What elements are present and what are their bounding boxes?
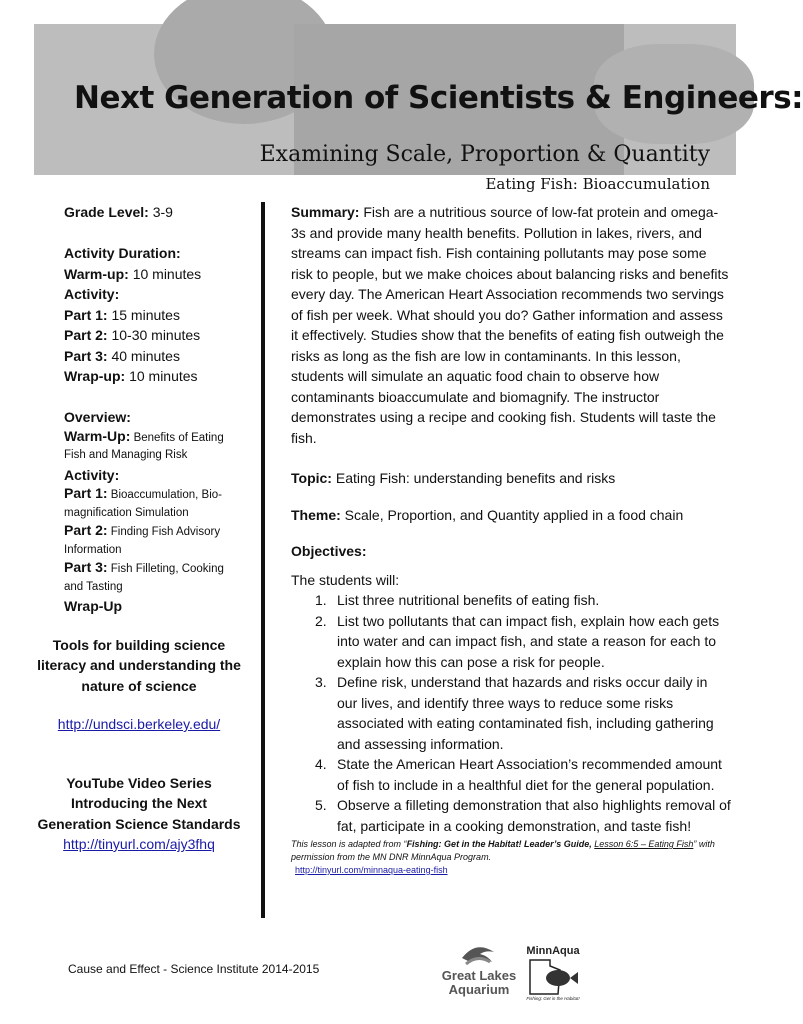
page-subtitle: Examining Scale, Proportion & Quantity (259, 142, 710, 167)
svg-text:MinnAqua: MinnAqua (526, 945, 580, 957)
footer-text: Cause and Effect - Science Institute 2014-2015 (68, 962, 320, 976)
tools-link[interactable]: http://undsci.berkeley.edu/ (57, 716, 221, 732)
youtube-text: YouTube Video Series Introducing the Next Generation Science Standards (37, 774, 241, 832)
objectives-heading: Objectives: (291, 543, 367, 559)
credit-link[interactable]: http://tinyurl.com/minnaqua-eating-fish (295, 865, 448, 875)
objectives-intro: The students will: (291, 571, 400, 588)
grade-level: Grade Level: 3-9 (64, 204, 173, 220)
header-banner (34, 24, 803, 193)
minnaqua-logo (520, 942, 586, 1002)
duration-activity: Activity: (64, 286, 120, 302)
overview-wrapup: Wrap-Up (64, 598, 123, 614)
duration-part2: Part 2: 10-30 minutes (64, 327, 201, 343)
svg-text:Aquarium: Aquarium (448, 982, 510, 997)
theme: Theme: Scale, Proportion, and Quantity applied in a food chain (291, 506, 684, 523)
overview-heading: Overview: (64, 409, 131, 425)
list-item: 1. List three nutritional benefits of eating fish. (315, 592, 600, 608)
column-divider (261, 202, 265, 918)
duration-part3: Part 3: 40 minutes (64, 347, 180, 364)
svg-text:Fishing: Get in the Habitat!: Fishing: Get in the Habitat! (526, 996, 580, 1001)
sidebar (34, 202, 244, 855)
objectives-list (291, 590, 731, 836)
lesson-name: Eating Fish: Bioaccumulation (485, 175, 710, 193)
topic: Topic: Eating Fish: understanding benefits and risks (291, 470, 616, 486)
summary: Summary: Fish are a nutritious source of low-fat protein and omega-3s and provide many health benefits. Pollution in lakes, rivers, and streams can impact fish. Fish containing pollutants may pose some risk to people, but we make choices about balancing risks and benefits every day. The American Heart Association recommends two servings of fish per week. What should you do? Gather information and assess it effectively. Studies show that the benefits of eating fish outweigh the risks as long as the fish are low in contaminants. In this lesson, students will simulate an aquatic food chain to observe how contaminants bioaccumulate and biomagnify. The instructor demonstrates using a recipe and cooking fish. Students will taste the fish. (291, 204, 729, 446)
duration-heading: Activity Duration: (64, 245, 181, 261)
list-item: 2. List two pollutants that can impact fish, explain how each gets into water and can impact fish, and state a reason for each to explain how this can pose a risk for people. (315, 612, 720, 670)
main-content (291, 202, 731, 877)
credit-note: This lesson is adapted from “Fishing: Get in the Habitat! Leader’s Guide, Lesson 6:5 – Eating Fish” with permission from the MN DNR MinnAqua Program. http://tinyurl.com/minnaqua-eating-fish (291, 839, 715, 875)
overview-part1: Part 1: Bioaccumulation, Bio-magnification Simulation (64, 485, 222, 519)
svg-text:Great Lakes: Great Lakes (441, 968, 517, 983)
great-lakes-aquarium-logo (442, 942, 516, 998)
duration-warmup: Warm-up: 10 minutes (64, 265, 202, 282)
overview-warmup: Warm-Up: Benefits of Eating Fish and Managing Risk (64, 427, 224, 461)
duration-part1: Part 1: 15 minutes (64, 306, 180, 323)
list-item: 4. State the American Heart Association’s recommended amount of fish to include in a healthful diet for the general population. (315, 756, 722, 793)
list-item: 3. Define risk, understand that hazards and risks occur daily in our lives, and identify three ways to reduce some risks associated with eating contaminated fish, including gathering and assessing information. (315, 674, 714, 752)
overview-part2: Part 2: Finding Fish Advisory Information (64, 522, 221, 556)
list-item: 5. Observe a filleting demonstration that also highlights removal of fat, participate in a cooking demonstration, and taste fish! (315, 797, 731, 834)
overview-part3: Part 3: Fish Filleting, Cooking and Tasting (64, 559, 224, 593)
tools-text: Tools for building science literacy and understanding the nature of science (37, 636, 241, 694)
duration-wrapup: Wrap-up: 10 minutes (64, 368, 198, 384)
youtube-link[interactable]: http://tinyurl.com/ajy3fhq (63, 836, 215, 852)
overview-activity: Activity: (64, 466, 120, 483)
page-title: Next Generation of Scientists & Engineers: (74, 80, 803, 116)
